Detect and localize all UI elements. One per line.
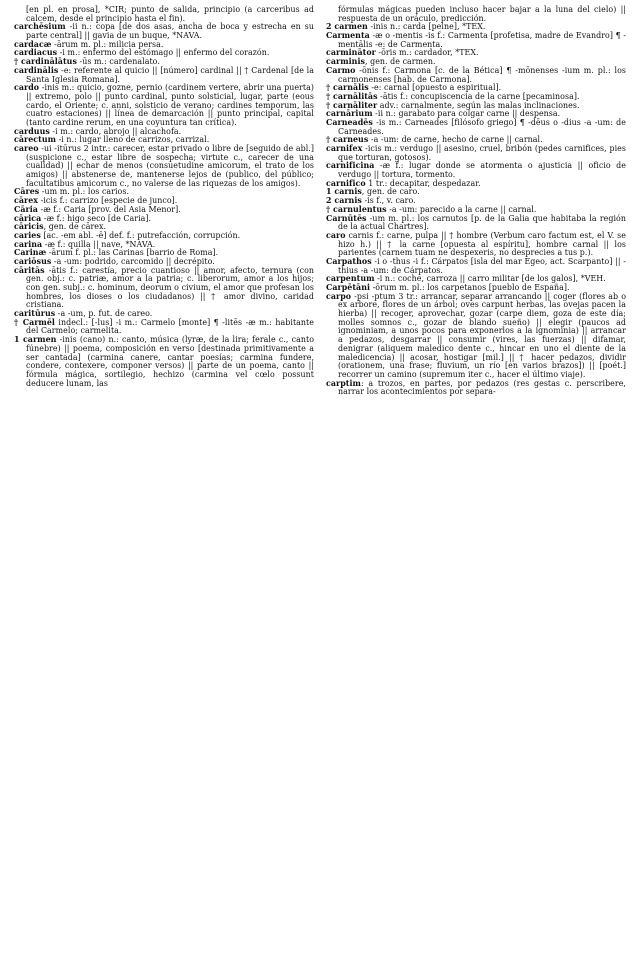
dictionary-entry <box>14 6 314 23</box>
entry-definition: -ātis f.: concupiscencia de la carne [pecaminosa]. <box>377 91 580 101</box>
entry-headword: carminātor <box>326 48 376 58</box>
entry-headword: † cardinālātus <box>14 57 77 67</box>
dictionary-entry <box>326 258 626 275</box>
entry-headword: cāritās <box>14 265 45 275</box>
entry-headword: carduus <box>14 126 50 136</box>
entry-definition: -inis (cano) n.: canto, música (lyræ, de la lira; ferale c., canto fúnebre) || poema, composición en verso [destinada primitivamente a ser cantada] (carmina canere, cantar poesías; carmina fundere, condere, contexere, componer versos) || parte de un poema, canto || fórmula mágica, sortilegio, hechizo (carmina vel cœlo possunt deducere lunam, las <box>26 335 314 388</box>
entry-definition: -i n.: coche, carroza || carro militar [de los galos], *VEH. <box>374 274 606 284</box>
entry-definition: [en pl. en prosa], *CIR; punto de salida, principio (a carceribus ad calcem, desde el principio hasta el fin). <box>26 5 314 23</box>
entry-definition: carnis f.: carne, pulpa || † hombre (Verbum caro factum est, el V. se hizo h.) || † la carne [opuesta al espíritu], hombre carnal || los parientes (carnem tuam ne despexeris, no desprecies a tus p.). <box>338 230 626 258</box>
dictionary-entry <box>326 232 626 258</box>
entry-definition: -inis n.: carda [peine], *TEX. <box>367 22 486 32</box>
entry-headword: carpo <box>326 291 352 301</box>
entry-definition: , gen. de cārex. <box>43 222 107 232</box>
entry-definition: -a -um, p. fut. de careo. <box>55 309 153 319</box>
entry-headword: carptim <box>326 378 361 388</box>
entry-headword: Carmenta <box>326 31 370 41</box>
dictionary-entry <box>326 162 626 179</box>
entry-headword: carnificina <box>326 161 375 171</box>
dictionary-entry <box>14 267 314 310</box>
entry-definition: -æ o -mentis -is f.: Carmenta [profetisa, madre de Evandro] ¶ -mentālis -e: de Carmenta. <box>338 31 626 49</box>
entry-headword: † carnālitās <box>326 91 378 101</box>
entry-definition: indecl.: [-lus] -i m.: Carmelo [monte] ¶ -litēs -æ m.: habitante del Carmelo; carmelita. <box>26 317 314 336</box>
entry-headword: 2 carnis <box>326 196 362 206</box>
entry-headword: † carnāliter <box>326 100 378 110</box>
entry-definition: -i m.: cardo, abrojo || alcachofa. <box>49 126 182 136</box>
entry-headword: Carpathos <box>326 256 372 266</box>
entry-definition: -um m. pl.: los carnutos [p. de la Galia que habitaba la región de la actual Chartres]. <box>338 213 626 232</box>
dictionary-entry <box>326 32 626 49</box>
entry-headword: caro <box>326 230 346 240</box>
entry-definition: -i n.: lugar lleno de carrizos, carrizal. <box>56 135 210 145</box>
entry-headword: cārica <box>14 213 42 223</box>
entry-definition: : a trozos, en partes, por pedazos (res gestas c. perscribere, narrar los acontecimientos por separa- <box>338 378 626 397</box>
entry-definition: adv.: carnalmente, según las malas inclinaciones. <box>377 100 580 110</box>
entry-headword: caries <box>14 230 41 240</box>
dictionary-entry <box>14 23 314 40</box>
entry-definition: -icis f.: carrizo [especie de junco]. <box>38 196 178 206</box>
entry-headword: cardo <box>14 83 40 93</box>
entry-headword: Cāria <box>14 204 38 214</box>
entry-headword: carminis <box>326 57 365 67</box>
dictionary-entry <box>326 215 626 232</box>
entry-definition: [ac. -em abl. -ē] def. f.: putrefacción, corrupción. <box>40 230 241 240</box>
dictionary-entry <box>14 319 314 336</box>
entry-definition: -ūs m.: cardenalato. <box>76 57 160 67</box>
entry-definition: -ātis f.: carestía, precio cuantioso || amor, afecto, ternura (con gen. obj.: c. patriæ, amor a la patria; c. liberorum, amor a los hijos; con gen. subj.: c. hominum, deorum o civium, el amor que profesan los hombres, los dioses o los ciudadanos) || † amor divino, caridad cristiana. <box>26 265 314 310</box>
entry-headword: Carmo <box>326 65 356 75</box>
entry-definition: -ōris m.: cardador, *TEX. <box>375 48 479 58</box>
entry-definition: -a -um: parecido a la carne || carnal. <box>386 204 537 214</box>
entry-headword: † Carmēl <box>14 317 55 327</box>
entry-headword: cārectum <box>14 135 57 145</box>
entry-definition: -um m. pl.: los carios. <box>39 187 130 197</box>
entry-headword: cardacæ <box>14 39 52 49</box>
entry-definition: -ārum m. pl.: milicia persa. <box>51 39 164 49</box>
entry-headword: carina <box>14 239 43 249</box>
entry-definition: -e: referente al quicio || [número] cardinal || † Cardenal [de la Santa Iglesia Romana]. <box>26 65 314 84</box>
dictionary-entry <box>14 67 314 84</box>
entry-definition: -i m.: enfermo del estómago || enfermo del corazón. <box>57 48 270 58</box>
entry-definition: -psi -ptum 3 tr.: arrancar, separar arrancando || coger (flores ab o ex arbore, flores de un árbol; oves carpunt herbas, las ovejas pacen la hierba) || recoger, aprovechar, gozar (carpe diem, goza de este día; molles somnos c., gozar de blando sueño) || elegir (paucos ad ignominiam, a unos pocos para exponerlos a la ignominia) || arrancar a pedazos, desgarrar || consumir (vires, las fuerzas) || difamar, denigrar (aliquem maledico dente c., hincar en uno el diente de la maledicencia) || acosar, hostigar [mil.] || † hacer pedazos, dividir (orationem, una frase; fluvium, un río [en varios brazos]) || [poét.] recorrer un camino (supremum iter c., hacer el último viaje). <box>338 291 626 379</box>
entry-definition: , gen. de carmen. <box>365 57 436 67</box>
left-column <box>14 6 314 974</box>
entry-headword: † carnulentus <box>326 204 387 214</box>
entry-headword: carnifico <box>326 178 366 188</box>
entry-definition: -is f., v. caro. <box>361 196 416 206</box>
dictionary-entry <box>326 145 626 162</box>
entry-headword: carchēsium <box>14 22 66 32</box>
entry-headword: caritūrus <box>14 309 56 319</box>
entry-definition: -æ f.: quilla || nave, *NAVA. <box>42 239 156 249</box>
entry-definition: -ii n.: garabato para colgar carne || despensa. <box>372 109 561 119</box>
entry-definition: fórmulas mágicas pueden incluso hacer bajar a la luna del cielo) || respuesta de un oráculo, predicción. <box>338 5 626 23</box>
entry-headword: cāricis <box>14 222 44 232</box>
dictionary-entry <box>326 119 626 136</box>
entry-definition: -is m.: Carneades [filósofo griego] ¶ -dēus o -dius -a -um: de Carneades. <box>338 117 626 136</box>
dictionary-entry <box>14 145 314 188</box>
entry-headword: † carneus <box>326 135 369 145</box>
entry-definition: -ārum f. pl.: las Carinas [barrio de Roma]. <box>46 248 219 258</box>
dictionary-entry <box>326 67 626 84</box>
entry-definition: -ōrum m. pl.: los carpetanos [pueblo de España]. <box>370 283 570 292</box>
entry-headword: carnārium <box>326 109 373 119</box>
entry-headword: carpentum <box>326 274 375 284</box>
entry-headword: 1 carnis <box>326 187 362 197</box>
entry-headword: cariōsus <box>14 256 52 266</box>
entry-headword: Carinæ <box>14 248 47 258</box>
entry-definition: -e: carnal [opuesto a espiritual]. <box>368 83 502 93</box>
entry-headword: Carpētāni <box>326 283 371 292</box>
right-column <box>326 6 626 974</box>
dictionary-entry <box>14 84 314 127</box>
entry-headword: † carnālis <box>326 83 369 93</box>
entry-headword: carnifex <box>326 144 363 153</box>
entry-headword: 2 carmen <box>326 22 368 32</box>
entry-definition: -ui -itūrus 2 intr.: carecer, estar privado o libre de [seguido de abl.] (suspicione c., estar libre de sospecha; virtute c., carecer de una cualidad) || echar de menos (consuetudine amicorum, el trato de los amigos) || abstenerse de, mantenerse lejos de (publico, del público; facultatibus amicorum c., no valerse de las riquezas de los amigos). <box>26 144 314 188</box>
dictionary-entry <box>326 293 626 380</box>
entry-definition: -a -um: podrido, carcomido || decrépito. <box>51 256 215 266</box>
entry-headword: cārex <box>14 196 39 206</box>
entry-headword: cardinālis <box>14 65 59 75</box>
entry-definition: -icis m.: verdugo || asesino, cruel, bribón (pedes carnifices, pies que torturan, gotosos). <box>338 144 626 162</box>
entry-headword: 1 carmen <box>14 335 57 345</box>
dictionary-entry <box>14 336 314 388</box>
entry-definition: -inis m.: quicio, gozne, pernio (cardinem vertere, abrir una puerta) || extremo, polo || punto cardinal, punto solsticial, lugar, parte (eous cardo, el Oriente; c. anni, solsticio de verano; cardines temporum, las cuatro estaciones) || línea de demarcación || punto principal, capital (tanto cardine rerum, en una coyuntura tan crítica). <box>26 83 314 127</box>
entry-headword: Carneadēs <box>326 117 373 127</box>
entry-definition: -i o -thus -i f.: Cárpatos [isla del mar Egeo, act. Scarpanto] || -thius -a -um: de Cárpatos. <box>338 256 626 275</box>
entry-definition: -æ f.: higo seco [de Caria]. <box>41 213 152 223</box>
entry-definition: , gen. de caro. <box>361 187 420 197</box>
entry-headword: cardiacus <box>14 48 58 58</box>
dictionary-entry <box>326 380 626 397</box>
entry-definition: -ii n.: copa [de dos asas, ancha de boca y estrecha en su parte central] || gavia de un buque, *NAVA. <box>26 22 314 41</box>
entry-definition: -æ f.: lugar donde se atormenta o ajusticia || oficio de verdugo || tortura, tormento. <box>338 161 626 180</box>
entry-definition: -a -um: de carne, hecho de carne || carnal. <box>368 135 543 145</box>
entry-definition: -æ f.: Caria [prov. del Asia Menor]. <box>37 204 181 214</box>
entry-headword: Cāres <box>14 187 40 197</box>
dictionary-entry <box>326 6 626 23</box>
entry-headword: Carnūtēs <box>326 213 367 223</box>
entry-definition: -ōnis f.: Carmona [c. de la Bética] ¶ -mōnenses -ium m. pl.: los carmonenses [hab. de Carmona]. <box>338 65 626 84</box>
entry-definition: 1 tr.: decapitar, despedazar. <box>365 178 481 188</box>
entry-headword: careo <box>14 144 39 153</box>
